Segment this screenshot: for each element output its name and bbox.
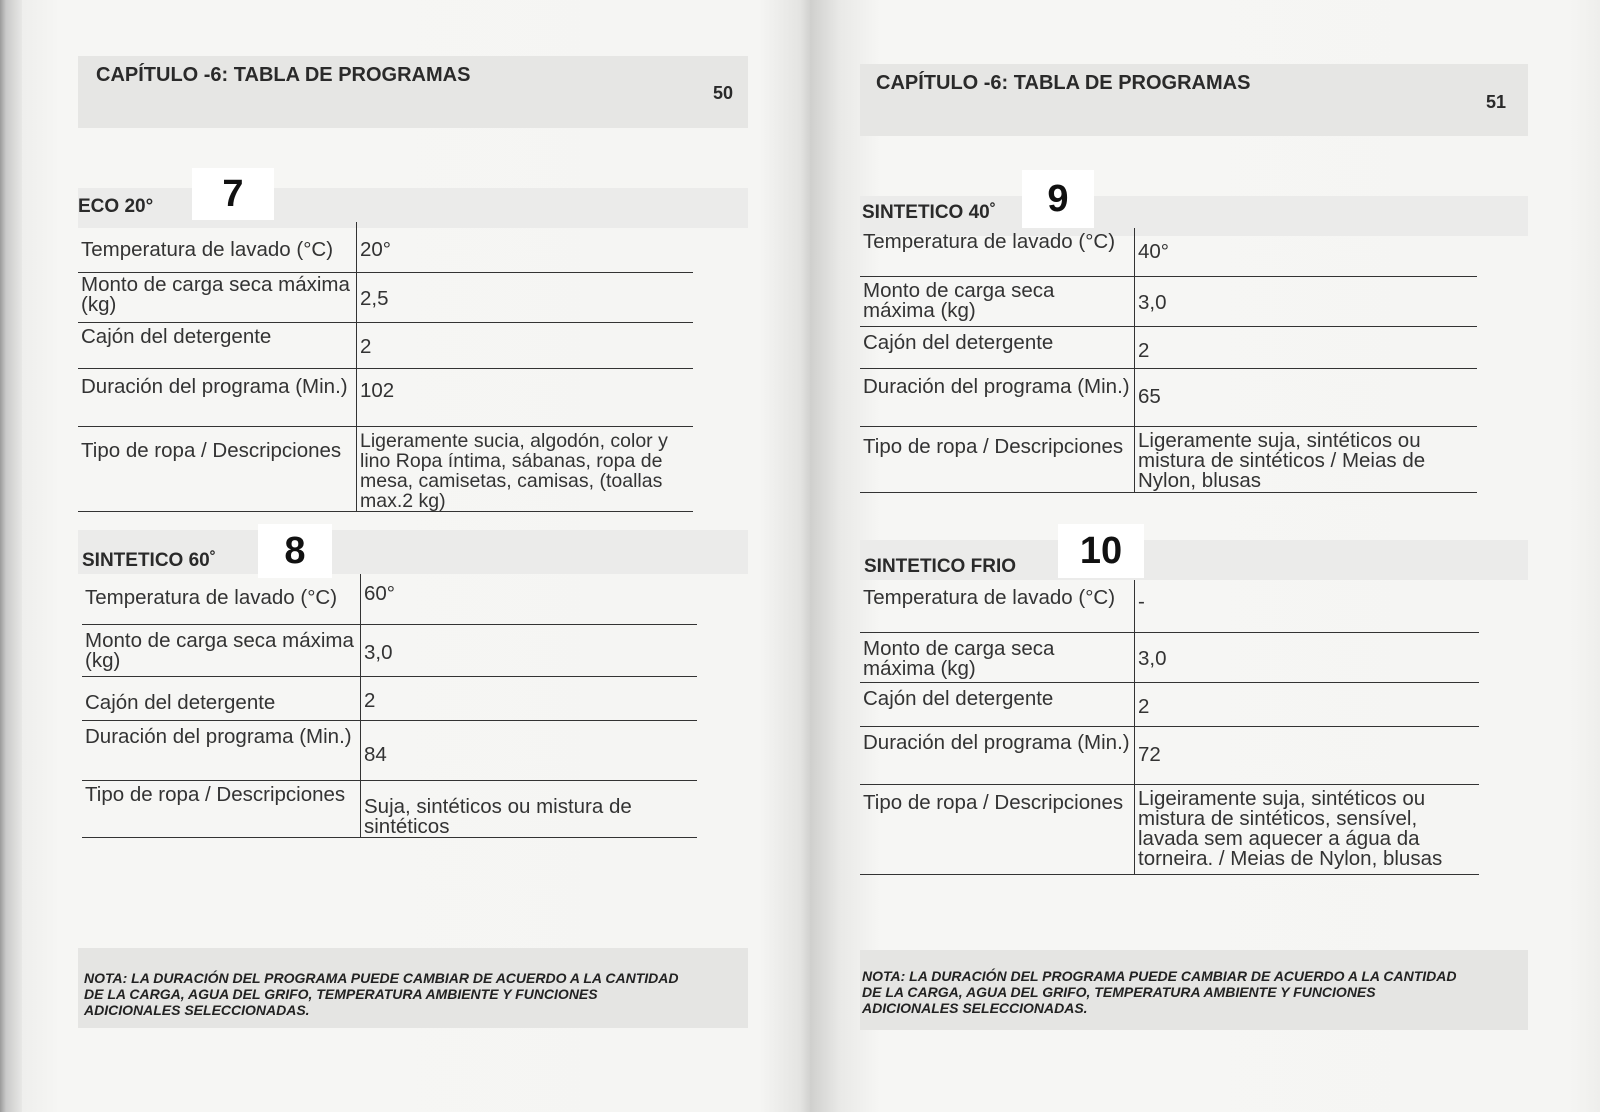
value-temp: 60° xyxy=(361,574,698,624)
value-type: Ligeramente suja, sintéticos ou mistura de sintéticos / Meias de Nylon, blusas xyxy=(1135,426,1478,492)
label-drawer: Cajón del detergente xyxy=(860,326,1135,368)
chapter-title: CAPÍTULO -6: TABLA DE PROGRAMAS xyxy=(876,72,1251,94)
program-table xyxy=(82,574,697,838)
label-temp: Temperatura de lavado (°C) xyxy=(860,580,1135,632)
program-table xyxy=(78,222,693,512)
value-load: 3,0 xyxy=(1135,276,1478,326)
label-load: Monto de carga seca máxima (kg) xyxy=(860,632,1135,682)
program-number-badge: 10 xyxy=(1058,524,1144,578)
value-load: 3,0 xyxy=(1135,632,1480,682)
label-duration: Duración del programa (Min.) xyxy=(860,368,1135,426)
program-title: SINTETICO 40˚ xyxy=(862,202,997,223)
right-page xyxy=(810,0,1600,1112)
program-number-badge: 8 xyxy=(258,524,332,578)
label-drawer: Cajón del detergente xyxy=(78,322,357,368)
book-spine xyxy=(0,0,22,1112)
value-temp: 20° xyxy=(357,222,694,272)
value-temp: - xyxy=(1135,580,1480,632)
program-table xyxy=(860,580,1479,875)
label-drawer: Cajón del detergente xyxy=(82,676,361,720)
label-load: Monto de carga seca máxima (kg) xyxy=(78,272,357,322)
program-number-badge: 7 xyxy=(192,168,274,220)
value-type: Suja, sintéticos ou mistura de sintéticos xyxy=(361,780,698,837)
value-type: Ligeiramente suja, sintéticos ou mistura de sintéticos, sensível, lavada sem aquecer a água da torneira. / Meias de Nylon, blusas xyxy=(1135,784,1480,874)
page-number: 51 xyxy=(1486,92,1507,112)
value-drawer: 2 xyxy=(361,676,698,720)
label-temp: Temperatura de lavado (°C) xyxy=(78,222,357,272)
value-drawer: 2 xyxy=(1135,682,1480,726)
value-drawer: 2 xyxy=(1135,326,1478,368)
program-title: ECO 20° xyxy=(78,196,154,217)
program-number-badge: 9 xyxy=(1022,170,1094,228)
value-duration: 102 xyxy=(357,368,694,426)
value-duration: 72 xyxy=(1135,726,1480,784)
label-load: Monto de carga seca máxima (kg) xyxy=(860,276,1135,326)
program-title: SINTETICO FRIO xyxy=(864,556,1016,577)
label-temp: Temperatura de lavado (°C) xyxy=(82,574,361,624)
label-type: Tipo de ropa / Descripciones xyxy=(82,780,361,837)
label-duration: Duración del programa (Min.) xyxy=(860,726,1135,784)
value-drawer: 2 xyxy=(357,322,694,368)
value-type: Ligeramente sucia, algodón, color y lino Ropa íntima, sábanas, ropa de mesa, camisetas, camisas, (toallas max.2 kg) xyxy=(357,426,694,511)
chapter-title: CAPÍTULO -6: TABLA DE PROGRAMAS xyxy=(96,64,471,86)
page-number: 50 xyxy=(713,83,734,103)
label-load: Monto de carga seca máxima (kg) xyxy=(82,624,361,676)
value-load: 3,0 xyxy=(361,624,698,676)
label-type: Tipo de ropa / Descripciones xyxy=(860,426,1135,492)
value-duration: 84 xyxy=(361,720,698,780)
label-type: Tipo de ropa / Descripciones xyxy=(78,426,357,511)
label-duration: Duración del programa (Min.) xyxy=(82,720,361,780)
value-duration: 65 xyxy=(1135,368,1478,426)
label-duration: Duración del programa (Min.) xyxy=(78,368,357,426)
label-drawer: Cajón del detergente xyxy=(860,682,1135,726)
program-title: SINTETICO 60˚ xyxy=(82,550,217,571)
duration-note: NOTA: LA DURACIÓN DEL PROGRAMA PUEDE CAMBIAR DE ACUERDO A LA CANTIDAD DE LA CARGA, AGUA DEL GRIFO, TEMPERATURA AMBIENTE Y FUNCIONES ADICIONALES SELECCIONADAS. xyxy=(84,970,679,1018)
value-temp: 40° xyxy=(1135,228,1478,276)
value-load: 2,5 xyxy=(357,272,694,322)
label-type: Tipo de ropa / Descripciones xyxy=(860,784,1135,874)
duration-note: NOTA: LA DURACIÓN DEL PROGRAMA PUEDE CAMBIAR DE ACUERDO A LA CANTIDAD DE LA CARGA, AGUA DEL GRIFO, TEMPERATURA AMBIENTE Y FUNCIONES ADICIONALES SELECCIONADAS. xyxy=(862,968,1457,1016)
program-table xyxy=(860,228,1477,493)
label-temp: Temperatura de lavado (°C) xyxy=(860,228,1135,276)
